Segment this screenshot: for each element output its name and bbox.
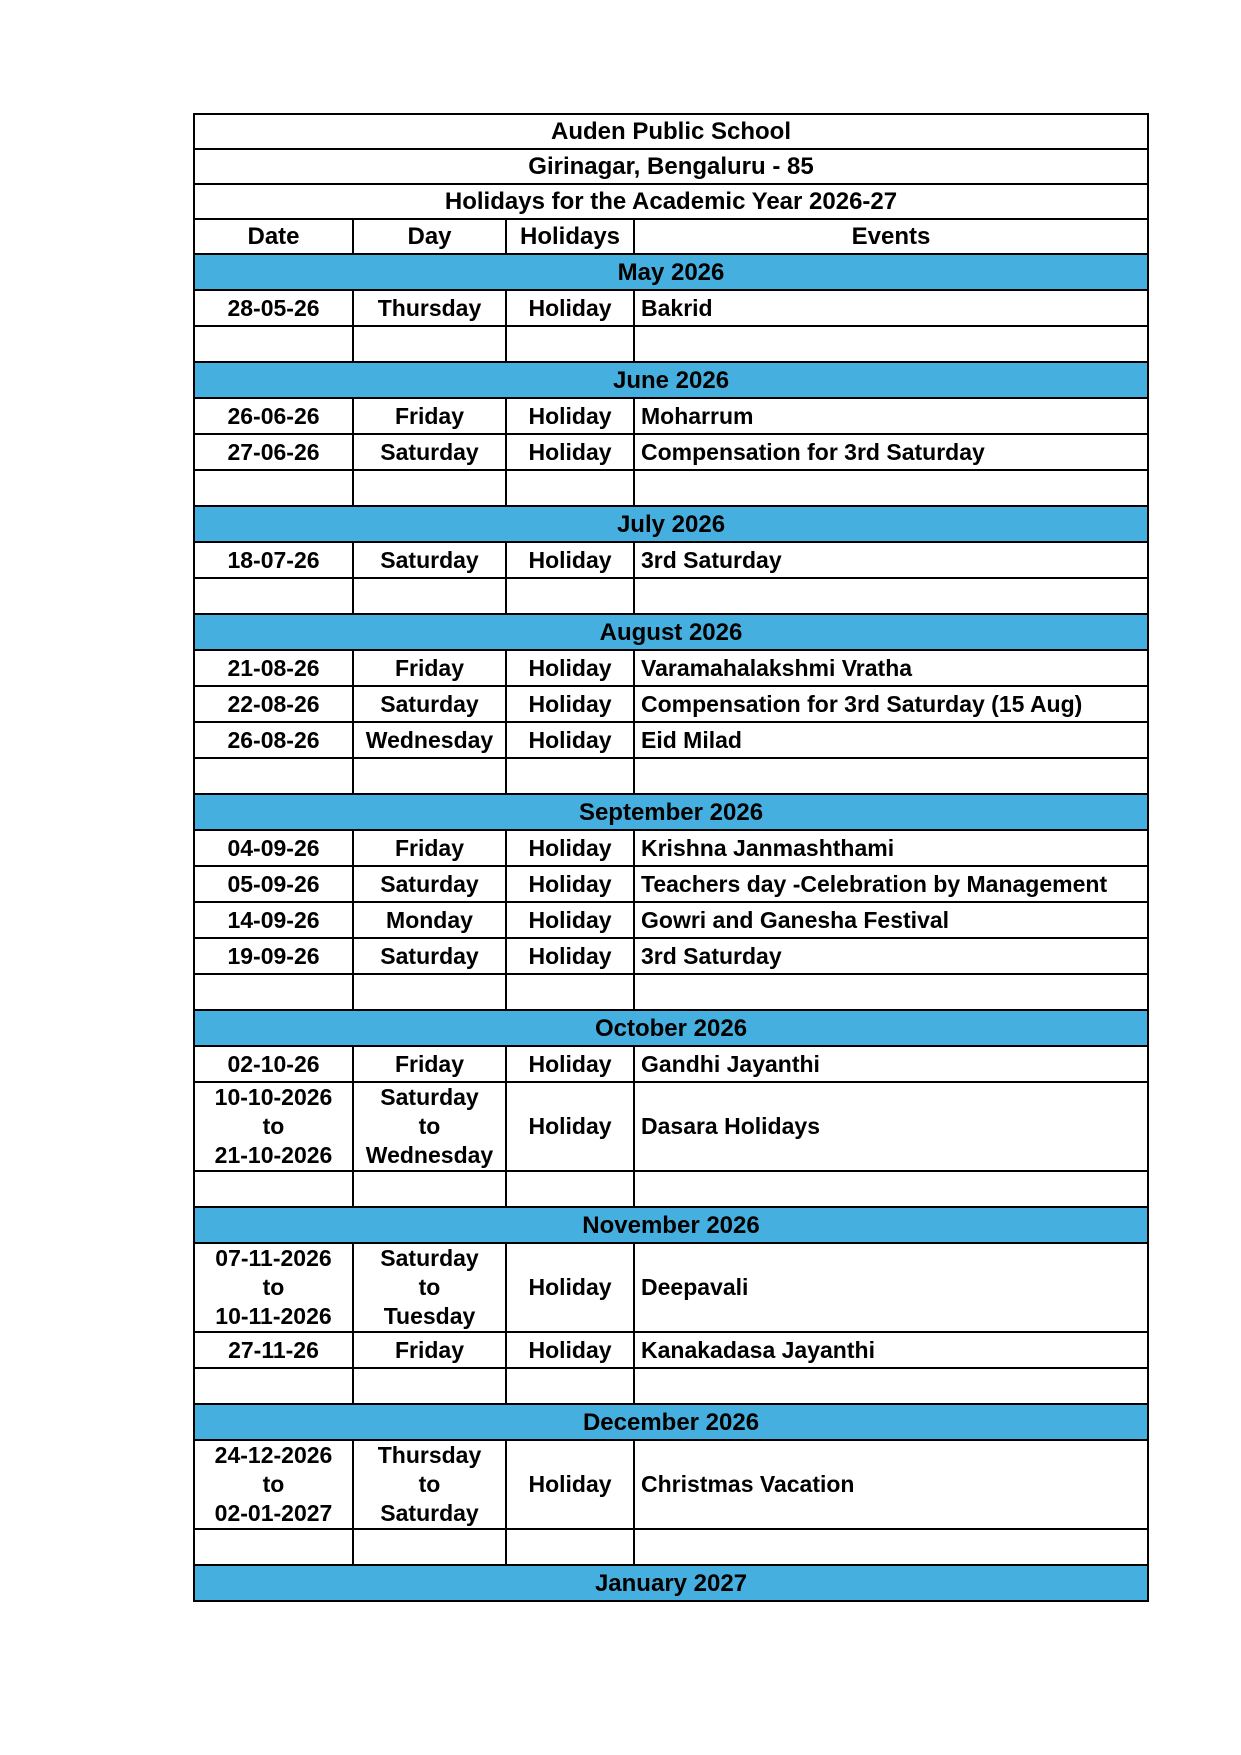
holiday-date-line: 27-11-26 (228, 1336, 319, 1363)
empty-cell (506, 1171, 634, 1207)
empty-cell (634, 578, 1148, 614)
month-header-row (194, 362, 1148, 398)
empty-cell (506, 974, 634, 1010)
holiday-date (194, 290, 353, 326)
month-name: January 2027 (194, 1565, 1148, 1601)
holiday-day-line: Monday (386, 906, 473, 933)
holiday-event: Krishna Janmashthami (634, 830, 1148, 866)
holiday-day-line: Wednesday (365, 1142, 494, 1168)
holiday-date-line: to (262, 1274, 285, 1300)
title-row (194, 184, 1148, 219)
holiday-day-line: Saturday (380, 1084, 479, 1110)
holiday-date-line: 07-11-2026 (215, 1245, 332, 1271)
empty-cell (506, 470, 634, 506)
holiday-date-line: 26-06-26 (227, 402, 320, 429)
empty-cell (506, 1529, 634, 1565)
holiday-day (353, 434, 506, 470)
holiday-date (194, 542, 353, 578)
holiday-day (353, 902, 506, 938)
spacer-row (194, 1368, 1148, 1404)
empty-cell (634, 1368, 1148, 1404)
empty-cell (634, 758, 1148, 794)
school-name-row (194, 114, 1148, 149)
holiday-date (194, 902, 353, 938)
holiday-day-line: to (418, 1471, 441, 1497)
spacer-row (194, 758, 1148, 794)
holiday-type: Holiday (506, 938, 634, 974)
holiday-date-line: 10-10-2026 (214, 1084, 333, 1110)
month-header-row (194, 794, 1148, 830)
holiday-date-line: 19-09-26 (227, 942, 320, 969)
holiday-day-line: Friday (394, 834, 465, 861)
spacer-row (194, 578, 1148, 614)
holiday-date (194, 1440, 353, 1529)
month-header-row (194, 614, 1148, 650)
month-name: July 2026 (194, 506, 1148, 542)
holiday-day-line: Saturday (380, 438, 479, 465)
holiday-date (194, 1332, 353, 1368)
holiday-day-line: to (418, 1113, 441, 1139)
spacer-row (194, 470, 1148, 506)
holiday-type: Holiday (506, 290, 634, 326)
spacer-row (194, 974, 1148, 1010)
holiday-date-line: 18-07-26 (227, 546, 320, 573)
empty-cell (353, 758, 506, 794)
month-header-row (194, 506, 1148, 542)
holiday-day (353, 1046, 506, 1082)
empty-cell (194, 326, 353, 362)
spacer-row (194, 1171, 1148, 1207)
empty-cell (353, 470, 506, 506)
holiday-date (194, 938, 353, 974)
column-header-day: Day (353, 219, 506, 254)
empty-cell (194, 758, 353, 794)
holiday-type: Holiday (506, 722, 634, 758)
column-header-events: Events (634, 219, 1148, 254)
holiday-day (353, 650, 506, 686)
holiday-day-line: Saturday (380, 1245, 479, 1271)
holiday-day (353, 1082, 506, 1171)
school-name: Auden Public School (194, 114, 1148, 149)
holiday-event: Gowri and Ganesha Festival (634, 902, 1148, 938)
holiday-row (194, 1332, 1148, 1368)
holiday-type: Holiday (506, 1243, 634, 1332)
empty-cell (634, 1171, 1148, 1207)
holiday-row (194, 398, 1148, 434)
holiday-event: Kanakadasa Jayanthi (634, 1332, 1148, 1368)
empty-cell (634, 1529, 1148, 1565)
holiday-table (193, 113, 1149, 1602)
holiday-date-line: 27-06-26 (227, 438, 320, 465)
empty-cell (194, 578, 353, 614)
holiday-date (194, 434, 353, 470)
column-header-date: Date (194, 219, 353, 254)
holiday-type: Holiday (506, 1440, 634, 1529)
month-name: May 2026 (194, 254, 1148, 290)
holiday-day-line: Friday (394, 402, 465, 429)
month-header-row (194, 1565, 1148, 1601)
holiday-row (194, 1082, 1148, 1171)
holiday-row (194, 1440, 1148, 1529)
empty-cell (634, 326, 1148, 362)
holiday-day-line: Thursday (377, 294, 482, 321)
empty-cell (353, 578, 506, 614)
holiday-day-line: Thursday (377, 1442, 482, 1468)
holiday-day-line: Saturday (380, 870, 479, 897)
holiday-day-line: Saturday (380, 1500, 479, 1526)
holiday-date-line: 14-09-26 (227, 906, 320, 933)
holiday-day (353, 1440, 506, 1529)
month-name: October 2026 (194, 1010, 1148, 1046)
empty-cell (634, 470, 1148, 506)
empty-cell (194, 1171, 353, 1207)
holiday-row (194, 902, 1148, 938)
holiday-row (194, 722, 1148, 758)
holiday-type: Holiday (506, 902, 634, 938)
holiday-date-line: 05-09-26 (227, 870, 320, 897)
holiday-event: Compensation for 3rd Saturday (15 Aug) (634, 686, 1148, 722)
holiday-event: Dasara Holidays (634, 1082, 1148, 1171)
holiday-date (194, 398, 353, 434)
empty-cell (353, 1171, 506, 1207)
holiday-date (194, 866, 353, 902)
month-header-row (194, 1207, 1148, 1243)
holiday-day-line: Saturday (380, 690, 479, 717)
calendar-title: Holidays for the Academic Year 2026-27 (194, 184, 1148, 219)
column-header-holidays: Holidays (506, 219, 634, 254)
holiday-type: Holiday (506, 398, 634, 434)
holiday-day-line: Friday (394, 1050, 465, 1077)
holiday-event: 3rd Saturday (634, 938, 1148, 974)
holiday-day-line: Saturday (380, 546, 479, 573)
empty-cell (194, 1368, 353, 1404)
spacer-row (194, 326, 1148, 362)
holiday-type: Holiday (506, 686, 634, 722)
holiday-row (194, 1046, 1148, 1082)
holiday-date (194, 650, 353, 686)
month-header-row (194, 1010, 1148, 1046)
holiday-type: Holiday (506, 1046, 634, 1082)
empty-cell (353, 326, 506, 362)
holiday-event: Deepavali (634, 1243, 1148, 1332)
holiday-day-line: to (418, 1274, 441, 1300)
holiday-date-line: 02-01-2027 (214, 1500, 333, 1526)
month-name: December 2026 (194, 1404, 1148, 1440)
empty-cell (506, 326, 634, 362)
holiday-day (353, 290, 506, 326)
holiday-day (353, 1332, 506, 1368)
holiday-date-line: to (262, 1113, 285, 1139)
empty-cell (353, 974, 506, 1010)
school-address: Girinagar, Bengaluru - 85 (194, 149, 1148, 184)
holiday-day (353, 830, 506, 866)
empty-cell (194, 974, 353, 1010)
holiday-day-line: Saturday (380, 942, 479, 969)
empty-cell (194, 470, 353, 506)
month-name: November 2026 (194, 1207, 1148, 1243)
holiday-type: Holiday (506, 434, 634, 470)
holiday-event: Teachers day -Celebration by Management (634, 866, 1148, 902)
address-row (194, 149, 1148, 184)
holiday-day-line: Friday (394, 654, 465, 681)
holiday-date-line: 02-10-26 (227, 1050, 320, 1077)
holiday-date-line: 28-05-26 (227, 294, 320, 321)
holiday-date-line: 21-08-26 (227, 654, 320, 681)
holiday-event: Varamahalakshmi Vratha (634, 650, 1148, 686)
holiday-event: 3rd Saturday (634, 542, 1148, 578)
holiday-day-line: Friday (394, 1336, 465, 1363)
empty-cell (506, 578, 634, 614)
holiday-type: Holiday (506, 866, 634, 902)
holiday-day (353, 938, 506, 974)
holiday-row (194, 542, 1148, 578)
holiday-date-line: 04-09-26 (227, 834, 320, 861)
holiday-calendar (193, 113, 1147, 1602)
empty-cell (353, 1368, 506, 1404)
empty-cell (634, 974, 1148, 1010)
holiday-row (194, 434, 1148, 470)
holiday-event: Compensation for 3rd Saturday (634, 434, 1148, 470)
holiday-day (353, 542, 506, 578)
holiday-row (194, 938, 1148, 974)
holiday-date (194, 830, 353, 866)
holiday-event: Christmas Vacation (634, 1440, 1148, 1529)
holiday-date-line: to (262, 1471, 285, 1497)
holiday-date (194, 722, 353, 758)
empty-cell (506, 1368, 634, 1404)
holiday-day-line: Wednesday (365, 726, 494, 753)
holiday-date (194, 1082, 353, 1171)
holiday-row (194, 1243, 1148, 1332)
holiday-event: Eid Milad (634, 722, 1148, 758)
holiday-date-line: 24-12-2026 (214, 1442, 333, 1468)
holiday-row (194, 686, 1148, 722)
spacer-row (194, 1529, 1148, 1565)
holiday-day-line: Tuesday (383, 1303, 476, 1329)
holiday-row (194, 650, 1148, 686)
holiday-row (194, 866, 1148, 902)
holiday-type: Holiday (506, 1082, 634, 1171)
month-header-row (194, 1404, 1148, 1440)
month-name: August 2026 (194, 614, 1148, 650)
empty-cell (353, 1529, 506, 1565)
empty-cell (194, 1529, 353, 1565)
holiday-type: Holiday (506, 830, 634, 866)
holiday-event: Bakrid (634, 290, 1148, 326)
holiday-type: Holiday (506, 650, 634, 686)
holiday-date-line: 21-10-2026 (214, 1142, 333, 1168)
month-name: June 2026 (194, 362, 1148, 398)
column-header-row (194, 219, 1148, 254)
holiday-event: Gandhi Jayanthi (634, 1046, 1148, 1082)
holiday-day (353, 686, 506, 722)
holiday-row (194, 290, 1148, 326)
holiday-day (353, 398, 506, 434)
holiday-date (194, 686, 353, 722)
holiday-day (353, 722, 506, 758)
holiday-date-line: 26-08-26 (227, 726, 320, 753)
holiday-day (353, 866, 506, 902)
holiday-date-line: 10-11-2026 (215, 1303, 332, 1329)
holiday-date (194, 1243, 353, 1332)
month-name: September 2026 (194, 794, 1148, 830)
holiday-type: Holiday (506, 542, 634, 578)
holiday-date (194, 1046, 353, 1082)
holiday-table-body (194, 114, 1148, 1601)
holiday-event: Moharrum (634, 398, 1148, 434)
holiday-date-line: 22-08-26 (227, 690, 320, 717)
holiday-day (353, 1243, 506, 1332)
month-header-row (194, 254, 1148, 290)
holiday-type: Holiday (506, 1332, 634, 1368)
empty-cell (506, 758, 634, 794)
holiday-row (194, 830, 1148, 866)
